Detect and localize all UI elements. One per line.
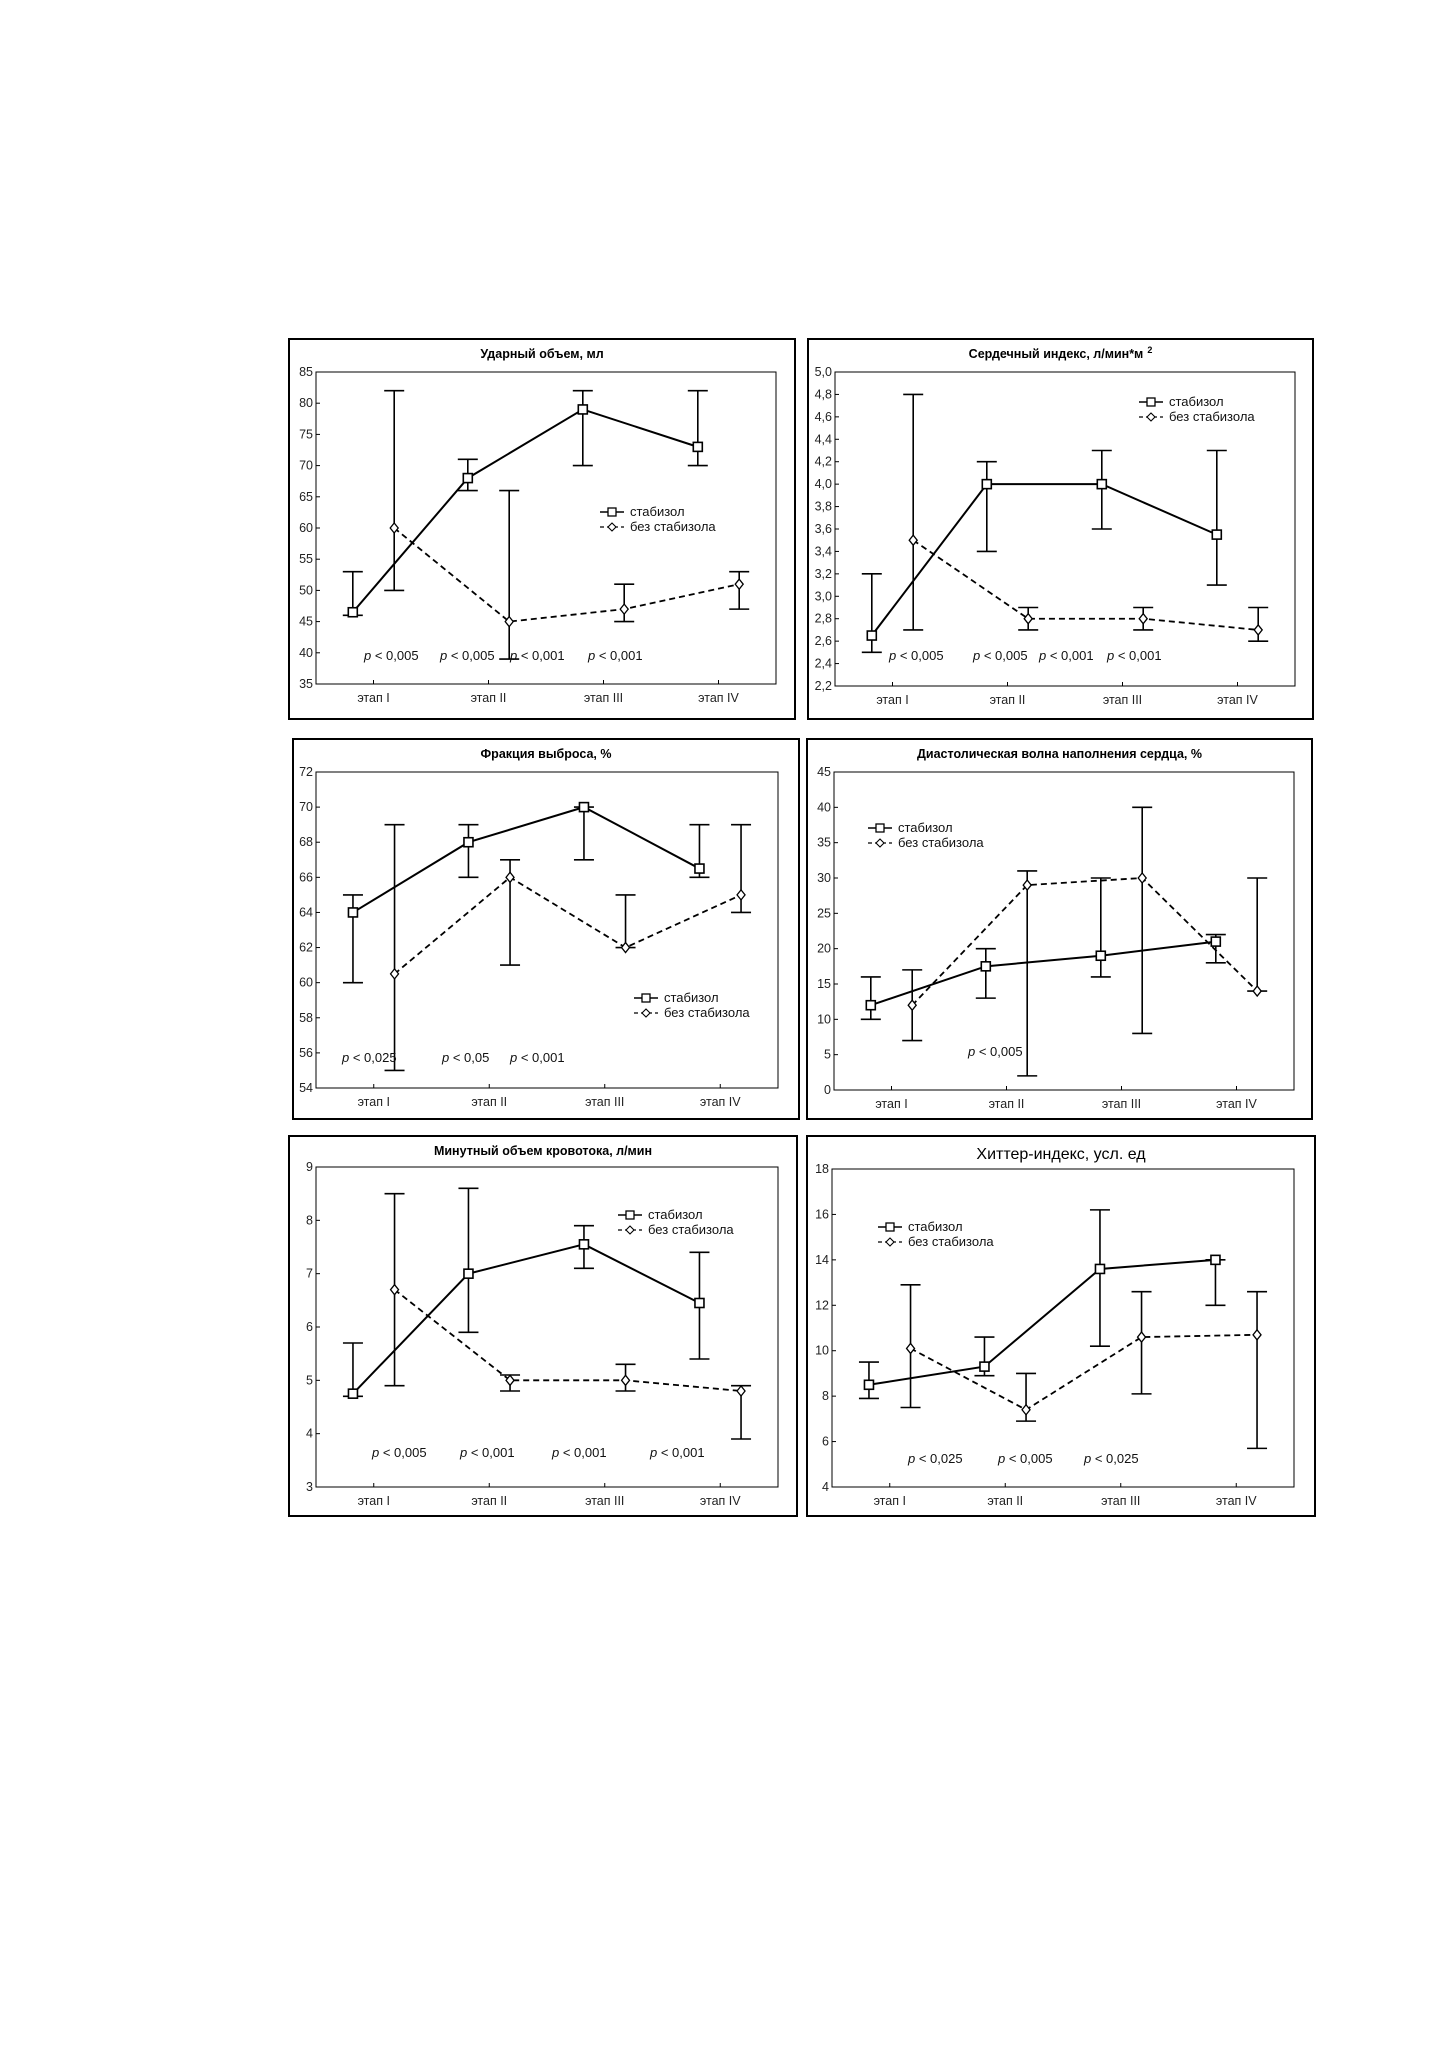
y-tick-label: 14 (815, 1252, 829, 1267)
y-tick-label: 4,8 (814, 387, 832, 402)
p-value-symbol: p (460, 1445, 468, 1460)
data-point-diamond (622, 943, 630, 953)
chart-title-text: Диастолическая волна наполнения сердца, % (917, 747, 1202, 761)
p-value-label (907, 1451, 963, 1466)
data-point-diamond (737, 1386, 745, 1396)
p-value-label (967, 1044, 1023, 1059)
y-tick-label: 3,6 (814, 522, 832, 536)
x-tick-label: этап III (1101, 1097, 1142, 1111)
data-point-square (1095, 1264, 1104, 1273)
x-tick-label: этап I (357, 691, 390, 705)
y-tick-label: 9 (306, 1160, 313, 1174)
chart-title (434, 1144, 652, 1158)
p-value-text: < 0,005 (379, 1445, 427, 1460)
y-tick-label: 3,8 (814, 499, 832, 514)
y-tick-label: 10 (815, 1343, 829, 1358)
y-tick-label: 58 (299, 1010, 313, 1025)
p-value-text: < 0,005 (1005, 1451, 1053, 1466)
y-tick-label: 16 (815, 1207, 829, 1222)
data-point-diamond (737, 890, 745, 900)
legend-square-icon (876, 824, 884, 832)
x-tick-label: этап IV (1215, 1494, 1257, 1508)
series-line-stabizol (872, 484, 1217, 635)
data-point-diamond (620, 604, 628, 614)
data-point-diamond (907, 1343, 915, 1353)
y-tick-label: 3,2 (814, 566, 832, 581)
x-tick-label: этап I (873, 1494, 906, 1508)
data-point-square (982, 480, 991, 489)
legend-label: стабизол (898, 820, 953, 835)
data-point-diamond (505, 617, 513, 627)
data-point-square (464, 1269, 473, 1278)
legend-diamond-icon (1147, 413, 1155, 421)
p-value-label (649, 1445, 705, 1460)
y-tick-label: 56 (299, 1045, 313, 1060)
legend-square-icon (626, 1211, 634, 1219)
y-tick-label: 6 (306, 1320, 313, 1334)
data-point-diamond (735, 579, 743, 589)
p-value-label (1038, 648, 1094, 663)
p-value-label (509, 648, 565, 663)
legend-diamond-icon (626, 1226, 634, 1234)
y-tick-label: 70 (299, 800, 313, 815)
p-value-symbol: p (1084, 1451, 1092, 1466)
data-point-square (866, 1001, 875, 1010)
legend-square-icon (642, 994, 650, 1002)
x-tick-label: этап IV (1217, 693, 1258, 707)
p-value-symbol: p (588, 648, 596, 663)
data-point-diamond (622, 1375, 630, 1385)
x-tick-label: этап IV (699, 1494, 741, 1508)
p-value-label (509, 1050, 565, 1065)
data-point-diamond (506, 1375, 514, 1385)
p-value-label (341, 1050, 397, 1065)
x-tick-label: этап II (989, 693, 1026, 707)
y-tick-label: 54 (299, 1081, 313, 1095)
chart-title-text: Хиттер-индекс, усл. ед (976, 1146, 1146, 1163)
data-point-square (1212, 530, 1221, 539)
y-tick-label: 64 (299, 905, 313, 920)
chart-title-text: Минутный объем кровотока, л/мин (433, 1144, 653, 1158)
y-tick-label: 8 (822, 1389, 829, 1404)
p-value-text: < 0,001 (1046, 648, 1094, 663)
y-tick-label: 45 (817, 765, 831, 779)
series-line-stabizol (353, 1244, 699, 1393)
series-line-stabizol (869, 1260, 1215, 1385)
legend-label: стабизол (630, 504, 685, 519)
plot-frame (316, 772, 778, 1088)
p-value-text: < 0,005 (371, 648, 419, 663)
legend-label: без стабизола (908, 1234, 994, 1249)
p-value-symbol: p (510, 1050, 518, 1065)
legend-label: без стабизола (898, 835, 984, 850)
legend-label: стабизол (664, 990, 719, 1005)
series-line-no-stabizol (394, 528, 739, 622)
chart-title-text: Фракция выброса, % (480, 747, 612, 761)
y-tick-label: 68 (299, 835, 313, 850)
y-tick-label: 80 (299, 396, 313, 411)
y-tick-label: 7 (306, 1266, 313, 1281)
p-value-symbol: p (650, 1445, 658, 1460)
y-tick-label: 4 (306, 1426, 313, 1441)
data-point-square (1096, 951, 1105, 960)
data-point-square (864, 1380, 873, 1389)
data-point-square (867, 631, 876, 640)
p-value-text: < 0,005 (980, 648, 1028, 663)
x-tick-label: этап IV (698, 691, 739, 705)
y-tick-label: 4,0 (814, 477, 832, 492)
y-tick-label: 18 (815, 1162, 829, 1176)
x-tick-label: этап II (470, 691, 507, 705)
legend-square-icon (1147, 398, 1155, 406)
p-value-symbol: p (973, 648, 981, 663)
p-value-text: < 0,005 (896, 648, 944, 663)
p-value-label (363, 648, 419, 663)
p-value-text: < 0,001 (657, 1445, 705, 1460)
chart-panel-hitter-index (806, 1135, 1316, 1517)
y-tick-label: 12 (815, 1298, 829, 1313)
p-value-text: < 0,001 (467, 1445, 515, 1460)
x-tick-label: этап II (471, 1494, 508, 1508)
p-value-symbol: p (342, 1050, 350, 1065)
y-tick-label: 30 (817, 871, 831, 885)
p-value-text: < 0,005 (975, 1044, 1023, 1059)
p-value-symbol: p (364, 648, 372, 663)
p-value-symbol: p (1039, 648, 1047, 663)
y-tick-label: 75 (299, 427, 313, 442)
y-tick-label: 40 (299, 645, 313, 660)
p-value-label (1106, 648, 1162, 663)
data-point-square (464, 838, 473, 847)
p-value-symbol: p (908, 1451, 916, 1466)
x-tick-label: этап IV (1216, 1097, 1257, 1111)
chart-panel-cardiac-index (807, 338, 1314, 720)
y-tick-label: 3,4 (814, 544, 832, 559)
p-value-symbol: p (889, 648, 897, 663)
legend-label: стабизол (1169, 394, 1224, 409)
p-value-label (1083, 1451, 1139, 1466)
y-tick-label: 4,2 (814, 454, 832, 469)
y-tick-label: 5,0 (814, 365, 832, 379)
y-tick-label: 35 (817, 835, 831, 850)
p-value-text: < 0,001 (559, 1445, 607, 1460)
p-value-symbol: p (442, 1050, 450, 1065)
x-tick-label: этап I (875, 1097, 908, 1111)
p-value-label (441, 1050, 489, 1065)
x-tick-label: этап III (585, 1095, 625, 1109)
y-tick-label: 3,0 (814, 589, 832, 604)
data-point-square (579, 803, 588, 812)
legend-diamond-icon (608, 523, 616, 531)
y-tick-label: 40 (817, 800, 831, 815)
y-tick-label: 6 (822, 1434, 829, 1449)
p-value-symbol: p (998, 1451, 1006, 1466)
p-value-text: < 0,001 (595, 648, 643, 663)
y-tick-label: 4,4 (814, 432, 832, 447)
chart-panel-ejection-fraction (292, 738, 800, 1120)
x-tick-label: этап II (471, 1095, 508, 1109)
plot-frame (316, 1167, 778, 1487)
data-point-diamond (506, 872, 514, 882)
data-point-square (463, 474, 472, 483)
y-tick-label: 25 (817, 906, 831, 921)
y-tick-label: 65 (299, 489, 313, 504)
data-point-square (1097, 480, 1106, 489)
data-point-diamond (1139, 614, 1147, 624)
p-value-symbol: p (1107, 648, 1115, 663)
legend-square-icon (886, 1223, 894, 1231)
chart-title (976, 1146, 1146, 1163)
data-point-square (348, 608, 357, 617)
chart-title (481, 747, 612, 761)
p-value-text: < 0,001 (1114, 648, 1162, 663)
chart-stroke-volume (290, 340, 794, 718)
chart-title (917, 747, 1202, 761)
legend-label: без стабизола (648, 1222, 734, 1237)
p-value-symbol: p (552, 1445, 560, 1460)
data-point-square (579, 1240, 588, 1249)
chart-cardiac-index (809, 340, 1312, 718)
data-point-diamond (1253, 986, 1261, 996)
chart-panel-diastolic-wave (806, 738, 1313, 1120)
data-point-diamond (1024, 614, 1032, 624)
chart-ejection-fraction (294, 740, 798, 1118)
data-point-square (695, 864, 704, 873)
y-tick-label: 60 (299, 975, 313, 990)
y-tick-label: 0 (824, 1083, 831, 1097)
p-value-label (459, 1445, 515, 1460)
data-point-diamond (391, 1285, 399, 1295)
y-tick-label: 15 (817, 977, 831, 991)
x-tick-label: этап I (357, 1095, 390, 1109)
data-point-square (981, 962, 990, 971)
y-tick-label: 4 (822, 1480, 829, 1494)
y-tick-label: 72 (299, 765, 313, 779)
data-point-square (1211, 937, 1220, 946)
data-point-diamond (1254, 625, 1262, 635)
y-tick-label: 2,2 (814, 679, 832, 693)
p-value-text: < 0,001 (517, 1050, 565, 1065)
y-tick-label: 50 (299, 583, 313, 598)
y-tick-label: 45 (299, 614, 313, 629)
p-value-label (587, 648, 643, 663)
series-line-stabizol (353, 807, 699, 912)
chart-diastolic-wave (808, 740, 1311, 1118)
data-point-diamond (1022, 1405, 1030, 1415)
p-value-text: < 0,025 (1091, 1451, 1139, 1466)
chart-panel-minute-volume (288, 1135, 798, 1517)
y-tick-label: 2,8 (814, 611, 832, 626)
p-value-symbol: p (968, 1044, 976, 1059)
y-tick-label: 85 (299, 365, 313, 379)
legend-label: стабизол (648, 1207, 703, 1222)
x-tick-label: этап I (357, 1494, 390, 1508)
p-value-label (888, 648, 944, 663)
y-tick-label: 55 (299, 552, 313, 567)
series-line-no-stabizol (395, 877, 742, 974)
p-value-label (551, 1445, 607, 1460)
data-point-diamond (1138, 1332, 1146, 1342)
p-value-label (972, 648, 1028, 663)
y-tick-label: 3 (306, 1480, 313, 1494)
y-tick-label: 2,6 (814, 634, 832, 649)
chart-title (480, 347, 603, 361)
p-value-symbol: p (440, 648, 448, 663)
chart-title-superscript: 2 (1147, 345, 1153, 355)
x-tick-label: этап II (988, 1097, 1025, 1111)
series-line-no-stabizol (912, 878, 1257, 1005)
chart-title-text: Ударный объем, мл (480, 347, 604, 361)
y-tick-label: 10 (817, 1012, 831, 1027)
x-tick-label: этап I (876, 693, 909, 707)
y-tick-label: 60 (299, 521, 313, 535)
chart-hitter-index (808, 1137, 1314, 1515)
data-point-square (578, 405, 587, 414)
y-tick-label: 8 (306, 1213, 313, 1228)
legend-label: без стабизола (664, 1005, 750, 1020)
series-line-no-stabizol (911, 1335, 1258, 1410)
x-tick-label: этап IV (699, 1095, 741, 1109)
data-point-square (1211, 1255, 1220, 1264)
chart-title-text: Сердечный индекс, л/мин*м (968, 347, 1144, 361)
p-value-text: < 0,001 (517, 648, 565, 663)
plot-frame (832, 1169, 1294, 1487)
data-point-square (695, 1299, 704, 1308)
y-tick-label: 5 (306, 1373, 313, 1388)
y-tick-label: 2,4 (814, 656, 832, 671)
series-line-no-stabizol (395, 1290, 742, 1391)
p-value-symbol: p (372, 1445, 380, 1460)
x-tick-label: этап II (987, 1494, 1024, 1508)
data-point-square (693, 442, 702, 451)
p-value-text: < 0,05 (449, 1050, 490, 1065)
y-tick-label: 70 (299, 458, 313, 473)
legend-diamond-icon (642, 1009, 650, 1017)
y-tick-label: 35 (299, 677, 313, 691)
chart-minute-volume (290, 1137, 796, 1515)
p-value-text: < 0,025 (915, 1451, 963, 1466)
y-tick-label: 5 (824, 1047, 831, 1062)
data-point-diamond (390, 523, 398, 533)
legend-label: стабизол (908, 1219, 963, 1234)
p-value-label (997, 1451, 1053, 1466)
legend-diamond-icon (876, 839, 884, 847)
data-point-square (348, 1389, 357, 1398)
x-tick-label: этап III (1102, 693, 1143, 707)
chart-title (969, 345, 1153, 361)
x-tick-label: этап III (1101, 1494, 1141, 1508)
data-point-square (980, 1362, 989, 1371)
p-value-text: < 0,005 (447, 648, 495, 663)
y-tick-label: 4,6 (814, 409, 832, 424)
data-point-diamond (909, 535, 917, 545)
data-point-diamond (1253, 1330, 1261, 1340)
y-tick-label: 20 (817, 941, 831, 956)
y-tick-label: 62 (299, 940, 313, 955)
chart-panel-stroke-volume (288, 338, 796, 720)
x-tick-label: этап III (585, 1494, 625, 1508)
series-line-no-stabizol (913, 540, 1258, 630)
legend-diamond-icon (886, 1238, 894, 1246)
p-value-symbol: p (510, 648, 518, 663)
p-value-label (439, 648, 495, 663)
p-value-label (371, 1445, 427, 1460)
data-point-square (348, 908, 357, 917)
legend-square-icon (608, 508, 616, 516)
p-value-text: < 0,025 (349, 1050, 397, 1065)
legend-label: без стабизола (1169, 409, 1255, 424)
legend-label: без стабизола (630, 519, 716, 534)
x-tick-label: этап III (583, 691, 624, 705)
y-tick-label: 66 (299, 870, 313, 885)
